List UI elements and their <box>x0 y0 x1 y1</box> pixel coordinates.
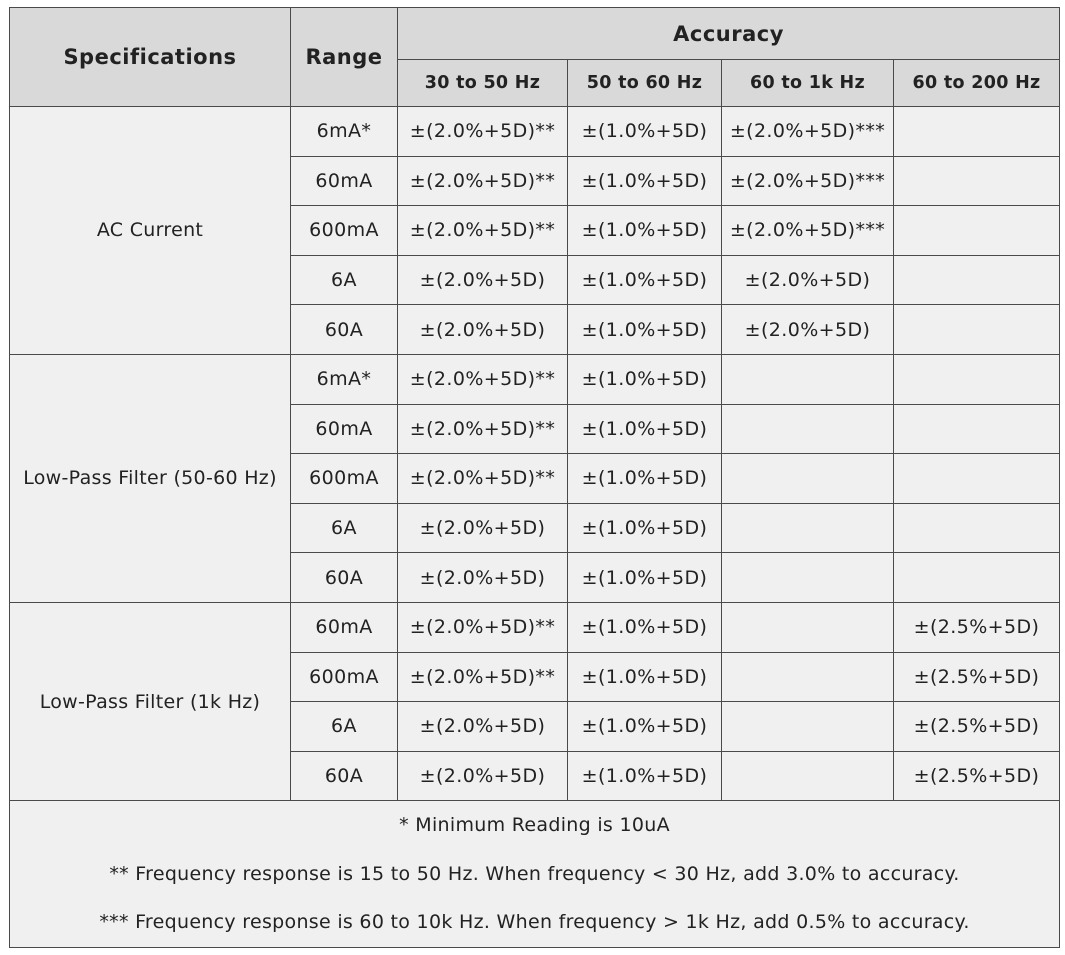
footnotes <box>10 801 1060 948</box>
accuracy-cell: ±(1.0%+5D) <box>568 206 722 256</box>
band-header: 60 to 200 Hz <box>894 60 1060 107</box>
accuracy-cell: ±(1.0%+5D) <box>568 454 722 504</box>
accuracy-cell <box>722 454 894 504</box>
accuracy-cell: ±(2.0%+5D) <box>398 751 568 801</box>
range-header: Range <box>291 8 398 107</box>
accuracy-cell <box>894 107 1060 157</box>
accuracy-cell <box>894 404 1060 454</box>
specifications-header: Specifications <box>10 8 291 107</box>
accuracy-cell: ±(1.0%+5D) <box>568 156 722 206</box>
band-header: 50 to 60 Hz <box>568 60 722 107</box>
accuracy-cell: ±(1.0%+5D) <box>568 107 722 157</box>
accuracy-cell: ±(1.0%+5D) <box>568 255 722 305</box>
range-cell: 600mA <box>291 652 398 702</box>
accuracy-cell: ±(2.5%+5D) <box>894 602 1060 652</box>
accuracy-cell <box>722 602 894 652</box>
footnote: ** Frequency response is 15 to 50 Hz. When frequency < 30 Hz, add 3.0% to accuracy. <box>109 862 960 885</box>
table-row <box>10 354 1060 404</box>
specifications-table <box>9 7 1060 948</box>
spec-table-container <box>9 7 1059 948</box>
accuracy-cell: ±(1.0%+5D) <box>568 702 722 752</box>
accuracy-cell: ±(2.0%+5D)** <box>398 602 568 652</box>
range-cell: 600mA <box>291 206 398 256</box>
range-cell: 6mA* <box>291 107 398 157</box>
range-cell: 60A <box>291 751 398 801</box>
range-cell: 60A <box>291 553 398 603</box>
range-cell: 60mA <box>291 602 398 652</box>
notes-row <box>10 801 1060 948</box>
band-header: 30 to 50 Hz <box>398 60 568 107</box>
accuracy-cell: ±(2.0%+5D)*** <box>722 206 894 256</box>
accuracy-cell: ±(2.0%+5D)** <box>398 156 568 206</box>
accuracy-cell: ±(2.0%+5D)** <box>398 354 568 404</box>
accuracy-cell: ±(2.0%+5D) <box>722 305 894 355</box>
range-cell: 6A <box>291 702 398 752</box>
accuracy-cell: ±(2.0%+5D) <box>722 255 894 305</box>
accuracy-cell <box>722 503 894 553</box>
accuracy-cell: ±(2.0%+5D) <box>398 553 568 603</box>
range-cell: 600mA <box>291 454 398 504</box>
accuracy-cell <box>722 702 894 752</box>
specification-name: Low-Pass Filter (1k Hz) <box>10 602 291 800</box>
accuracy-cell: ±(2.0%+5D)*** <box>722 107 894 157</box>
accuracy-header: Accuracy <box>398 8 1060 60</box>
accuracy-cell: ±(1.0%+5D) <box>568 305 722 355</box>
range-cell: 6A <box>291 503 398 553</box>
accuracy-cell <box>722 354 894 404</box>
accuracy-cell: ±(2.5%+5D) <box>894 652 1060 702</box>
table-row <box>10 107 1060 157</box>
footnote: *** Frequency response is 60 to 10k Hz. When frequency > 1k Hz, add 0.5% to accuracy. <box>99 911 970 934</box>
accuracy-cell <box>722 404 894 454</box>
range-cell: 60mA <box>291 404 398 454</box>
accuracy-cell <box>894 156 1060 206</box>
band-header: 60 to 1k Hz <box>722 60 894 107</box>
accuracy-cell: ±(2.0%+5D)*** <box>722 156 894 206</box>
accuracy-cell <box>894 454 1060 504</box>
accuracy-cell <box>894 255 1060 305</box>
specification-name: Low-Pass Filter (50-60 Hz) <box>10 354 291 602</box>
accuracy-cell <box>894 354 1060 404</box>
accuracy-cell: ±(2.0%+5D)** <box>398 107 568 157</box>
accuracy-cell: ±(1.0%+5D) <box>568 553 722 603</box>
accuracy-cell: ±(1.0%+5D) <box>568 602 722 652</box>
spec-table-body <box>10 107 1060 801</box>
accuracy-cell: ±(2.0%+5D) <box>398 702 568 752</box>
accuracy-cell: ±(1.0%+5D) <box>568 503 722 553</box>
footnote: * Minimum Reading is 10uA <box>399 814 670 837</box>
accuracy-cell <box>894 503 1060 553</box>
accuracy-cell: ±(2.0%+5D) <box>398 305 568 355</box>
accuracy-cell: ±(2.5%+5D) <box>894 751 1060 801</box>
range-cell: 6mA* <box>291 354 398 404</box>
accuracy-cell <box>722 553 894 603</box>
accuracy-cell: ±(2.0%+5D) <box>398 255 568 305</box>
accuracy-cell: ±(1.0%+5D) <box>568 751 722 801</box>
accuracy-cell <box>722 751 894 801</box>
accuracy-cell: ±(2.0%+5D) <box>398 503 568 553</box>
accuracy-cell: ±(1.0%+5D) <box>568 354 722 404</box>
header-row-top <box>10 8 1060 60</box>
accuracy-cell: ±(2.0%+5D)** <box>398 404 568 454</box>
accuracy-cell: ±(1.0%+5D) <box>568 404 722 454</box>
specification-name: AC Current <box>10 107 291 355</box>
accuracy-cell <box>894 305 1060 355</box>
range-cell: 6A <box>291 255 398 305</box>
range-cell: 60A <box>291 305 398 355</box>
accuracy-cell <box>894 206 1060 256</box>
accuracy-cell: ±(2.0%+5D)** <box>398 454 568 504</box>
accuracy-cell <box>722 652 894 702</box>
range-cell: 60mA <box>291 156 398 206</box>
table-row <box>10 602 1060 652</box>
accuracy-cell: ±(2.5%+5D) <box>894 702 1060 752</box>
accuracy-cell: ±(2.0%+5D)** <box>398 652 568 702</box>
accuracy-cell: ±(1.0%+5D) <box>568 652 722 702</box>
accuracy-cell: ±(2.0%+5D)** <box>398 206 568 256</box>
accuracy-cell <box>894 553 1060 603</box>
